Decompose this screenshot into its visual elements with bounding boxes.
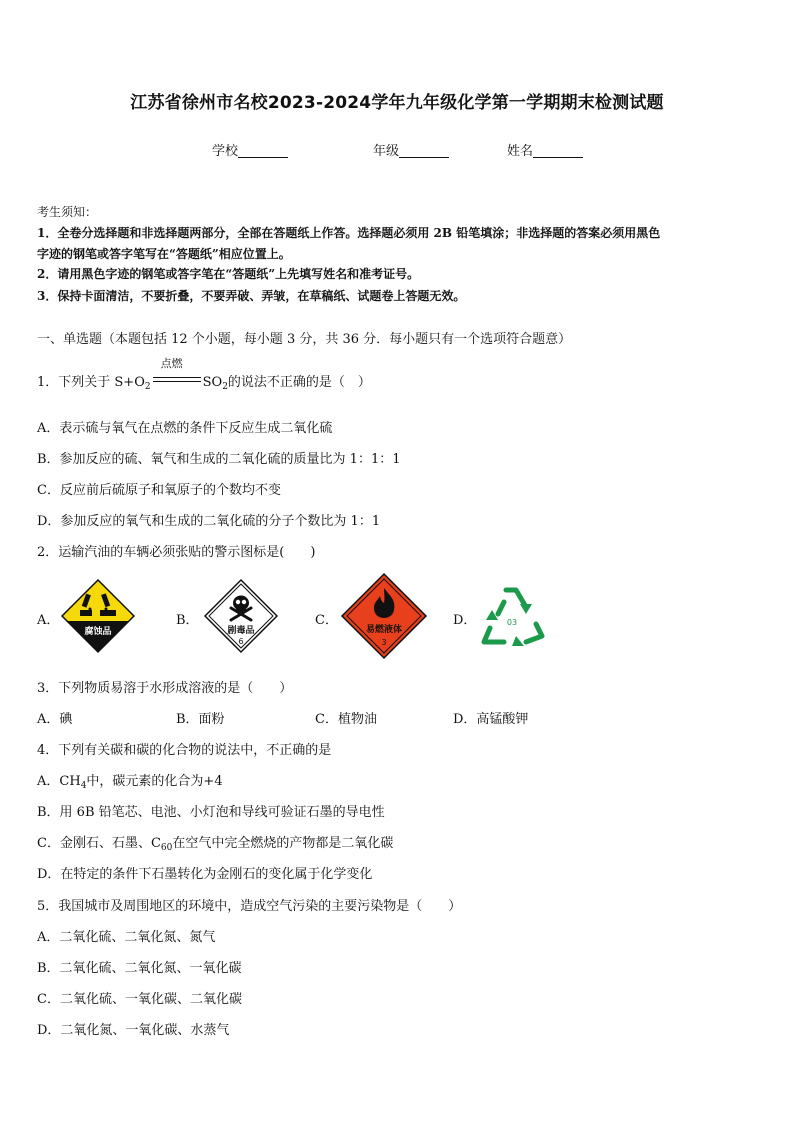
corrosive-label: 腐蚀品 — [84, 627, 112, 637]
q2-option-d-letter: D． — [453, 613, 477, 628]
grade-label: 年级 — [373, 144, 400, 159]
q4-stem: 4．下列有关碳和碳的化合物的说法中，不正确的是 — [37, 743, 332, 758]
flammable-class-number: 3 — [381, 638, 387, 647]
q1-option-c: C．反应前后硫原子和氧原子的个数均不变 — [37, 483, 281, 498]
q3-option-c: C．植物油 — [315, 712, 377, 727]
q3-option-a: A．碘 — [37, 712, 73, 727]
flammable-label: 易燃液体 — [365, 625, 403, 635]
q2-option-a-letter: A． — [37, 613, 60, 628]
q1-suffix: 的说法不正确的是（ ） — [227, 375, 371, 390]
recycle-sign-icon — [476, 582, 548, 648]
notice-line-3: 3．保持卡面清洁，不要折叠，不要弄破、弄皱，在草稿纸、试题卷上答题无效。 — [37, 289, 466, 303]
q1-option-b: B．参加反应的硫、氧气和生成的二氧化硫的质量比为 1：1：1 — [37, 452, 401, 467]
q5-option-b: B．二氧化硫、二氧化氮、一氧化碳 — [37, 961, 242, 976]
q4-c-prefix: C．金刚石、石墨、C — [37, 836, 161, 851]
q1-product: SO — [202, 375, 223, 390]
toxic-class-number: 6 — [238, 637, 244, 646]
q4-a-sub: 4 — [80, 781, 87, 791]
q4-a-prefix: A．CH — [37, 774, 81, 789]
q4-option-b: B．用 6B 铅笔芯、电池、小灯泡和导线可验证石墨的导电性 — [37, 805, 385, 820]
recycle-code: 03 — [506, 618, 518, 627]
notice-line-1b: 字迹的钢笔或答字笔写在“答题纸”相应位置上。 — [37, 247, 291, 261]
recycle-arrowhead-2 — [512, 636, 524, 646]
name-blank — [533, 143, 583, 158]
grade-field — [373, 140, 449, 159]
notice-line-2: 2．请用黑色字迹的钢笔或答字笔在“答题纸”上先填写姓名和准考证号。 — [37, 267, 420, 281]
grade-blank — [399, 143, 449, 158]
q1-prefix: 1．下列关于 S+O — [37, 375, 145, 390]
q3-option-d: D．高锰酸钾 — [453, 712, 529, 727]
flammable-liquid-sign-icon — [340, 572, 428, 660]
q4-c-sub: 60 — [160, 843, 173, 853]
recycle-arrowhead-1 — [520, 604, 532, 614]
exam-title: 江苏省徐州市名校2023-2024学年九年级化学第一学期期末检测试题 — [130, 93, 664, 113]
corrosive-sign-icon — [60, 578, 136, 654]
q1-option-d: D．参加反应的氧气和生成的二氧化硫的分子个数比为 1：1 — [37, 514, 381, 529]
q1-product-sub: 2 — [222, 382, 228, 392]
school-field — [212, 140, 288, 159]
q4-c-suffix: 在空气中完全燃烧的产物都是二氧化碳 — [172, 836, 394, 851]
q5-option-c: C．二氧化硫、一氧化碳、二氧化碳 — [37, 992, 242, 1007]
q2-stem: 2．运输汽油的车辆必须张贴的警示图标是( ) — [37, 545, 316, 560]
school-label: 学校 — [212, 144, 239, 159]
q3-stem: 3．下列物质易溶于水形成溶液的是（ ） — [37, 681, 293, 696]
condition-label: 点燃 — [160, 357, 183, 370]
q5-option-d: D．二氧化氮、一氧化碳、水蒸气 — [37, 1023, 230, 1038]
q4-a-suffix: 中，碳元素的化合为+4 — [86, 774, 223, 789]
name-label: 姓名 — [507, 144, 534, 159]
q1-option-a: A．表示硫与氧气在点燃的条件下反应生成二氧化硫 — [37, 421, 333, 436]
section-heading: 一、单选题（本题包括 12 个小题，每小题 3 分，共 36 分．每小题只有一个选项符合题意） — [37, 332, 572, 347]
school-blank — [238, 143, 288, 158]
q4-option-c — [37, 832, 393, 853]
q5-option-a: A．二氧化硫、二氧化氮、氮气 — [37, 930, 216, 945]
q4-option-d: D．在特定的条件下石墨转化为金刚石的变化属于化学变化 — [37, 867, 373, 882]
toxic-label: 剧毒品 — [227, 626, 255, 636]
q2-option-b-letter: B． — [176, 613, 199, 628]
reaction-condition — [151, 357, 203, 387]
equation-bar-top — [153, 377, 201, 378]
q4-option-a — [37, 770, 223, 791]
name-field — [507, 140, 583, 159]
notice-line-1a: 1．全卷分选择题和非选择题两部分，全部在答题纸上作答。选择题必须用 2B 铅笔填涂；非选择题的答案必须用黑色 — [37, 226, 661, 240]
q1-o-sub: 2 — [144, 382, 151, 392]
toxic-sign-icon — [203, 578, 279, 654]
q1-stem — [37, 357, 371, 392]
q3-option-b: B．面粉 — [176, 712, 225, 727]
q5-stem: 5．我国城市及周围地区的环境中，造成空气污染的主要污染物是（ ） — [37, 899, 462, 914]
q2-option-c-letter: C． — [315, 613, 338, 628]
notice-heading: 考生须知： — [37, 205, 98, 219]
equation-bar-bottom — [153, 381, 201, 382]
